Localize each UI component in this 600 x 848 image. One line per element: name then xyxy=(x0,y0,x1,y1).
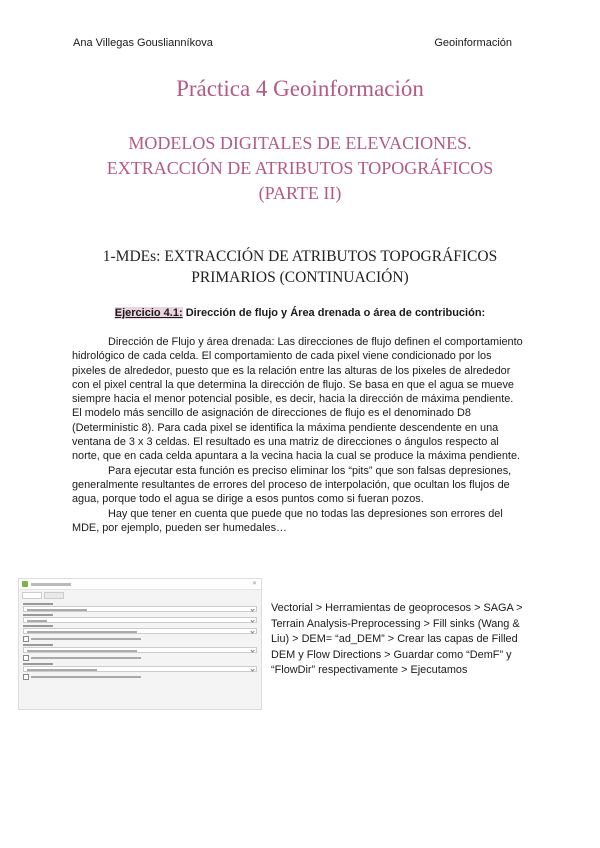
tab-log xyxy=(44,592,64,599)
header-course: Geoinformación xyxy=(434,37,512,49)
watershed-output xyxy=(23,666,257,672)
checkbox-icon xyxy=(23,636,29,642)
minimum-slope-field xyxy=(23,617,257,623)
checkbox-icon xyxy=(23,674,29,680)
fill-sinks-dialog-screenshot xyxy=(18,578,262,710)
filled-dem-output xyxy=(23,628,257,634)
section-heading: 1-MDEs: EXTRACCIÓN DE ATRIBUTOS TOPOGRÁFICOS PRIMARIOS (CONTINUACIÓN) xyxy=(102,248,498,286)
exercise-title: Dirección de flujo y Área drenada o área de contribución: xyxy=(182,307,486,319)
document-subtitle: MODELOS DIGITALES DE ELEVACIONES. EXTRACCIÓN DE ATRIBUTOS TOPOGRÁFICOS (PARTE II) xyxy=(106,133,494,203)
qgis-icon xyxy=(22,581,28,587)
tab-parameters xyxy=(22,592,42,599)
instructions-text: Vectorial > Herramientas de geoprocesos > SAGA > Terrain Analysis-Preprocessing > Fill sinks (Wang & Liu) > DEM= “ad_DEM” > Crear las capas de Filled DEM y Flow Directions > Guardar como “DemF” y “FlowDir” respectivamente > Ejecutamos xyxy=(271,602,523,676)
body-text xyxy=(72,335,525,535)
dem-select xyxy=(23,606,257,612)
paragraph: Dirección de Flujo y área drenada: Las direcciones de flujo definen el comportamiento hidrológico de cada celda. El comportamiento de cada pixel viene condicionado por los pixeles de alrededor, puesto que es la relación entre las alturas de los pixeles de alrededor con el pixel central la que determina la dirección de flujo. Se basa en que el agua se mueve siempre hacia el menor potencial posible, es decir, hacia la dirección de máxima pendiente. El modelo más sencillo de asignación de direcciones de flujo es el denominado D8 (Deterministic 8). Para cada pixel se identifica la máxima pendiente descendente en una ventana de 3 x 3 celdas. El resultado es una matriz de direcciones o ángulos respecto al norte, que en cada celda apuntara a la vecina hacia la cual se produce la máxima pendiente. xyxy=(72,336,523,463)
flow-directions-output xyxy=(23,647,257,653)
paragraph: Para ejecutar esta función es preciso eliminar los “pits” que son falsas depresiones, generalmente resultantes de errores del proceso de interpolación, que ocultan los flujos de agua, porque todo el agua se dirige a esos puntos como si fueran pozos. xyxy=(72,464,512,506)
document-title: Práctica 4 Geoinformación xyxy=(176,76,424,101)
dialog-titlebar xyxy=(19,579,261,590)
close-icon: ✕ xyxy=(251,581,257,587)
exercise-number: Ejercicio 4.1: xyxy=(114,307,183,319)
header-author: Ana Villegas Gouslianníkova xyxy=(73,37,213,49)
checkbox-icon xyxy=(23,655,29,661)
paragraph: Hay que tener en cuenta que puede que no todas las depresiones son errores del MDE, por ejemplo, pueden ser humedales… xyxy=(72,507,503,534)
exercise-heading xyxy=(0,307,600,319)
